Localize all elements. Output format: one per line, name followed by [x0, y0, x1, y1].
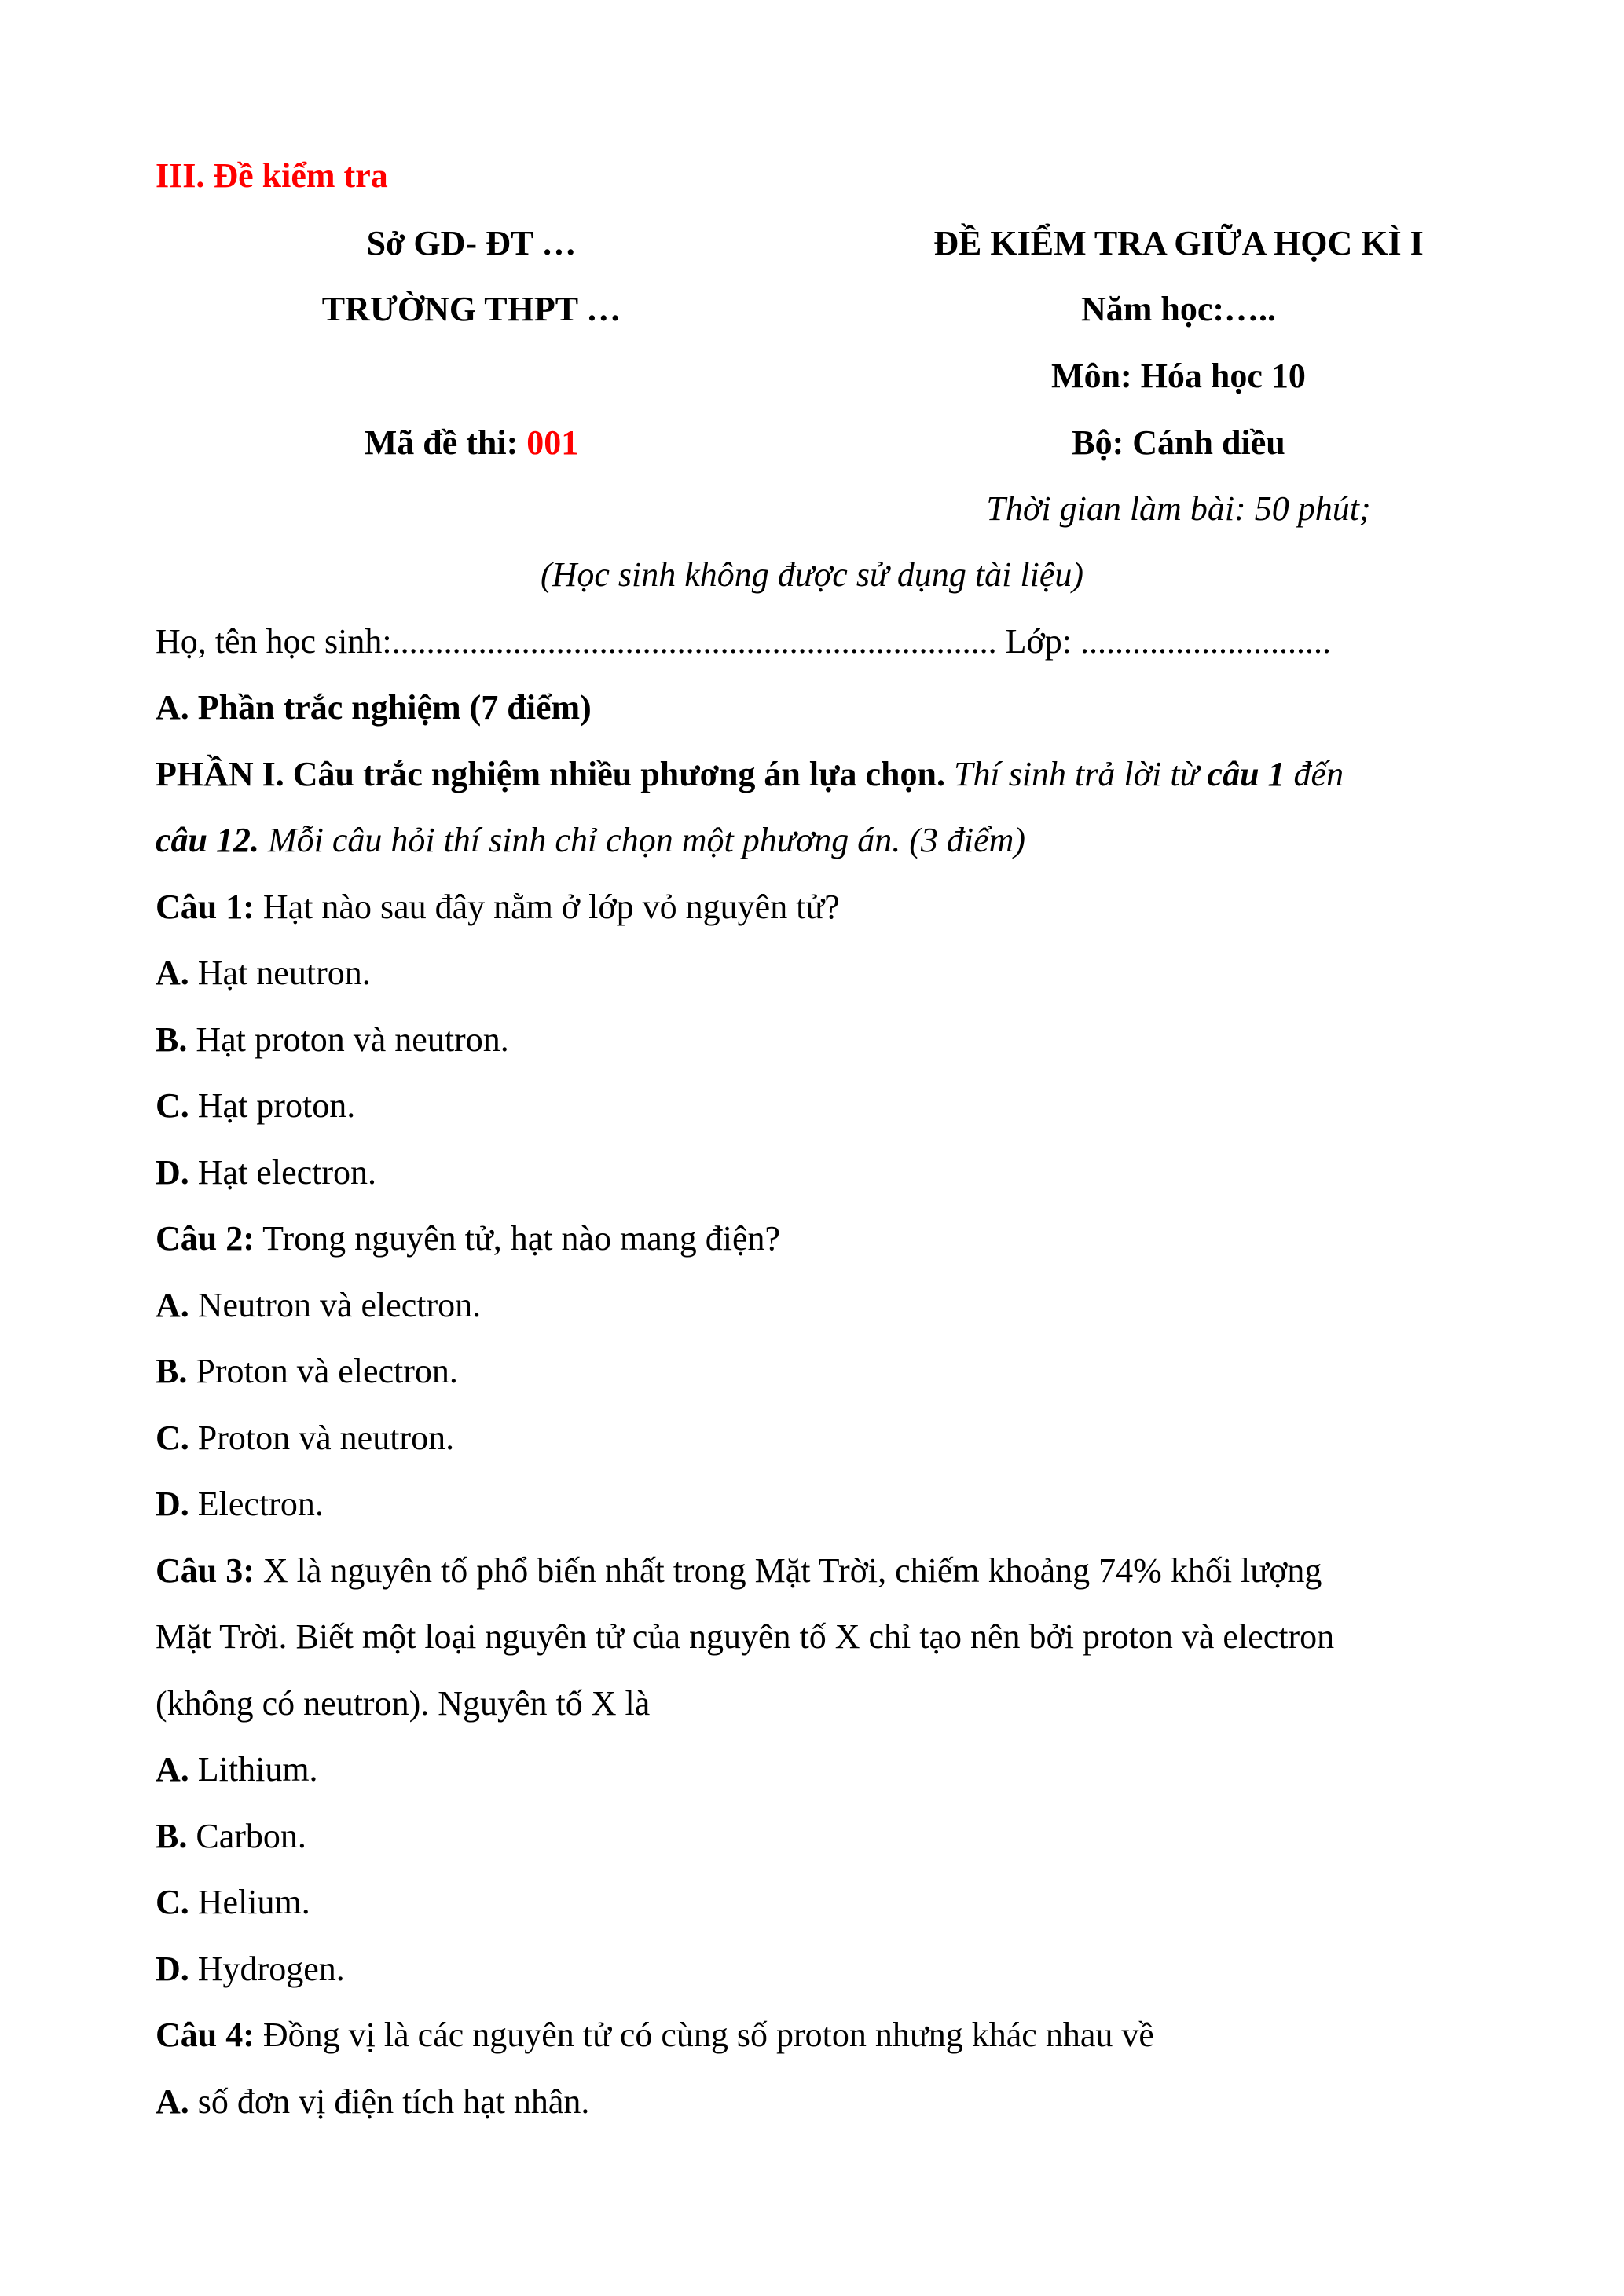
exam-code-label: Mã đề thi: [364, 423, 527, 462]
q3-option-c: C. Helium. [156, 1883, 310, 1921]
no-materials-note: (Học sinh không được sử dụng tài liệu) [540, 555, 1084, 594]
question-2: Câu 2: Trong nguyên tử, hạt nào mang điện? [156, 1219, 781, 1258]
department-label: Sở GD- ĐT … [366, 224, 577, 262]
q2-option-b: B. Proton và electron. [156, 1352, 458, 1390]
q3-option-a: A. Lithium. [156, 1750, 318, 1789]
q1-option-b: B. Hạt proton và neutron. [156, 1020, 509, 1059]
q3-option-b: B. Carbon. [156, 1817, 306, 1855]
q2-option-a: A. Neutron và electron. [156, 1286, 482, 1324]
exam-code-value: 001 [526, 423, 579, 462]
q1-option-d: D. Hạt electron. [156, 1153, 376, 1192]
student-info-line: Họ, tên học sinh:...................................................................... Lớp: ............................. [156, 622, 1331, 661]
exam-title: ĐỀ KIỂM TRA GIỮA HỌC KÌ I [933, 224, 1424, 262]
q2-option-d: D. Electron. [156, 1485, 324, 1523]
q4-option-a: A. số đơn vị điện tích hạt nhân. [156, 2082, 590, 2121]
q3-option-d: D. Hydrogen. [156, 1950, 345, 1988]
q2-option-c: C. Proton và neutron. [156, 1419, 455, 1457]
exam-code [236, 421, 707, 465]
part1-instruction-line2: câu 12. Mỗi câu hỏi thí sinh chỉ chọn một phương án. (3 điểm) [156, 821, 1026, 859]
subject: Môn: Hóa học 10 [1051, 357, 1306, 395]
q1-option-c: C. Hạt proton. [156, 1086, 356, 1125]
question-3-line1: Câu 3: X là nguyên tố phổ biến nhất trong Mặt Trời, chiếm khoảng 74% khối lượng [156, 1551, 1322, 1590]
q1-option-a: A. Hạt neutron. [156, 954, 371, 992]
question-3-line2: Mặt Trời. Biết một loại nguyên tử của nguyên tố X chỉ tạo nên bởi proton và electron [156, 1617, 1335, 1656]
school-year: Năm học:….. [1080, 290, 1277, 328]
question-4: Câu 4: Đồng vị là các nguyên tử có cùng số proton nhưng khác nhau về [156, 2016, 1154, 2054]
time-limit: Thời gian làm bài: 50 phút; [986, 489, 1371, 528]
section-title: III. Đề kiểm tra [156, 156, 388, 195]
question-1: Câu 1: Hạt nào sau đây nằm ở lớp vỏ nguyên tử? [156, 888, 840, 926]
school-label: TRƯỜNG THPT … [321, 290, 621, 328]
question-3-line3: (không có neutron). Nguyên tố X là [156, 1684, 651, 1723]
part-a-heading: A. Phần trắc nghiệm (7 điểm) [156, 688, 592, 727]
part1-instruction-line1: PHẦN I. Câu trắc nghiệm nhiều phương án lựa chọn. Thí sinh trả lời từ câu 1 đến [156, 755, 1344, 793]
textbook-series: Bộ: Cánh diều [1072, 423, 1285, 462]
